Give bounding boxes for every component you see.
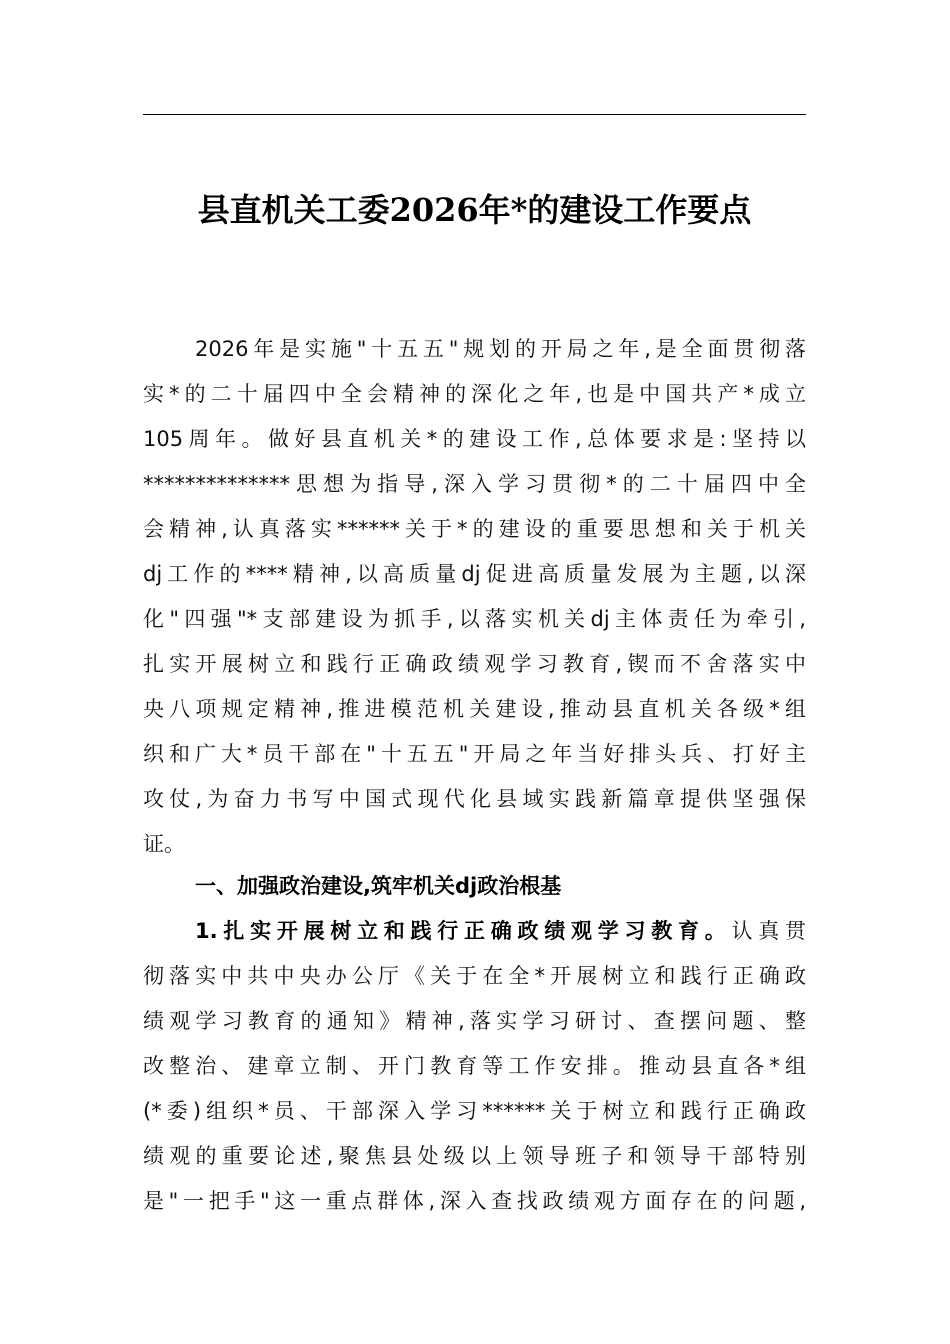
item-1-line: 改整治、建章立制、开门教育等工作安排。推动县直各*组 xyxy=(143,1054,806,1078)
header-rule xyxy=(143,114,806,115)
intro-line: dj工作的****精神,以高质量dj促进高质量发展为主题,以深 xyxy=(143,562,806,586)
item-1-line: 彻落实中共中央办公厅《关于在全*开展树立和践行正确政 xyxy=(143,964,806,988)
intro-line: 会精神,认真落实******关于*的建设的重要思想和关于机关 xyxy=(143,517,806,541)
intro-line: 105周年。做好县直机关*的建设工作,总体要求是:坚持以 xyxy=(143,427,806,451)
intro-line: 实*的二十届四中全会精神的深化之年,也是中国共产*成立 xyxy=(143,382,806,406)
intro-line: 证。 xyxy=(143,832,185,856)
item-1-line: 绩观的重要论述,聚焦县处级以上领导班子和领导干部特别 xyxy=(143,1144,806,1168)
item-1-line: 是"一把手"这一重点群体,深入查找政绩观方面存在的问题, xyxy=(143,1189,806,1213)
intro-line: 攻仗,为奋力书写中国式现代化县域实践新篇章提供坚强保 xyxy=(143,787,806,811)
intro-line: 2026年是实施"十五五"规划的开局之年,是全面贯彻落 xyxy=(195,337,806,361)
item-1-line: 绩观学习教育的通知》精神,落实学习研讨、查摆问题、整 xyxy=(143,1009,806,1033)
intro-line: 扎实开展树立和践行正确政绩观学习教育,锲而不舍落实中 xyxy=(143,652,806,676)
item-1-line: (*委)组织*员、干部深入学习******关于树立和践行正确政 xyxy=(143,1099,806,1123)
item-1-first-line-rest: 认真贯 xyxy=(731,919,806,943)
document-title: 县直机关工委2026年*的建设工作要点 xyxy=(197,191,752,229)
intro-line: 织和广大*员干部在"十五五"开局之年当好排头兵、打好主 xyxy=(143,742,806,766)
intro-line: 央八项规定精神,推进模范机关建设,推动县直机关各级*组 xyxy=(143,697,806,721)
item-1-lead: 1.扎实开展树立和践行正确政绩观学习教育。 xyxy=(195,919,732,943)
intro-line: 化"四强"*支部建设为抓手,以落实机关dj主体责任为牵引, xyxy=(143,607,806,631)
intro-line: **************思想为指导,深入学习贯彻*的二十届四中全 xyxy=(143,472,806,496)
section-heading: 一、加强政治建设,筑牢机关dj政治根基 xyxy=(195,874,562,898)
item-1-first-line xyxy=(195,909,806,954)
